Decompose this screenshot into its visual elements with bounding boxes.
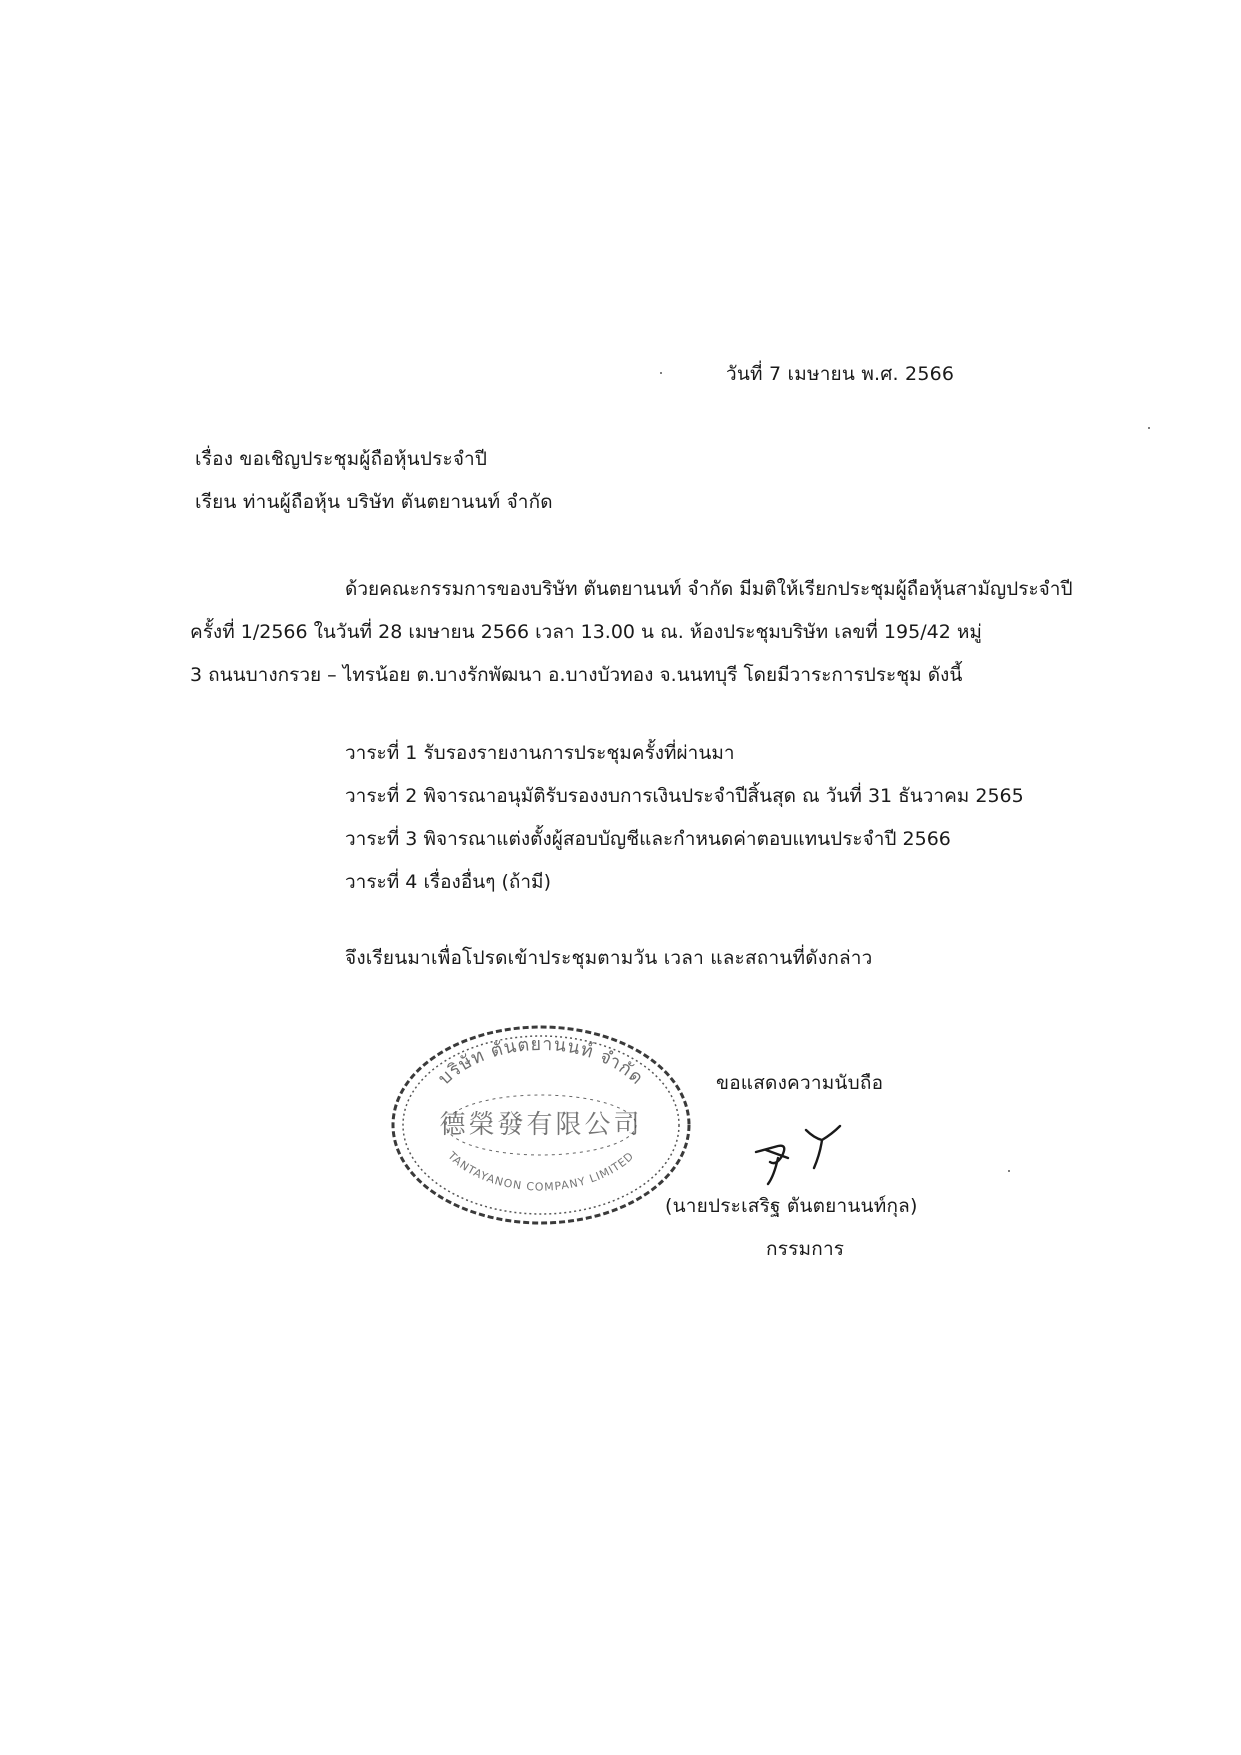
- letter-regards: ขอแสดงความนับถือ: [716, 1072, 884, 1094]
- signer-name: (นายประเสริฐ ตันตยานนท์กุล): [665, 1195, 918, 1217]
- agenda-item: วาระที่ 1 รับรองรายงานการประชุมครั้งที่ผ่านมา: [345, 742, 735, 764]
- body-line: ด้วยคณะกรรมการของบริษัท ตันตยานนท์ จำกัด มีมติให้เรียกประชุมผู้ถือหุ้นสามัญประจำปี: [345, 578, 1073, 600]
- letter-recipient: เรียน ท่านผู้ถือหุ้น บริษัท ตันตยานนท์ จำกัด: [195, 491, 553, 513]
- seal-bottom-text: TANTAYANON COMPANY LIMITED: [445, 1149, 637, 1194]
- svg-text:บริษัท ตันตยานนท์ จำกัด: [434, 1034, 648, 1089]
- body-line: ครั้งที่ 1/2566 ในวันที่ 28 เมษายน 2566 เวลา 13.00 น ณ. ห้องประชุมบริษัท เลขที่ 195/42 หมู่: [190, 621, 982, 643]
- letter-date: วันที่ 7 เมษายน พ.ศ. 2566: [726, 363, 955, 385]
- agenda-item: วาระที่ 4 เรื่องอื่นๆ (ถ้ามี): [345, 871, 551, 893]
- seal-top-text: บริษัท ตันตยานนท์ จำกัด: [434, 1033, 648, 1090]
- signer-title: กรรมการ: [766, 1238, 845, 1260]
- company-seal-stamp: [386, 1020, 696, 1230]
- scan-speck: [660, 372, 662, 374]
- letter-subject: เรื่อง ขอเชิญประชุมผู้ถือหุ้นประจำปี: [195, 448, 488, 470]
- seal-center-text: 德榮發有限公司: [439, 1110, 643, 1140]
- scan-speck: [1148, 427, 1150, 429]
- scan-speck: [1008, 1170, 1010, 1172]
- letter-body: [190, 568, 1130, 697]
- handwritten-signature: [748, 1118, 868, 1188]
- body-line: 3 ถนนบางกรวย – ไทรน้อย ต.บางรักพัฒนา อ.บางบัวทอง จ.นนทบุรี โดยมีวาระการประชุม ดังนี้: [190, 664, 963, 686]
- agenda-item: วาระที่ 3 พิจารณาแต่งตั้งผู้สอบบัญชีและกำหนดค่าตอบแทนประจำปี 2566: [345, 828, 951, 850]
- agenda-list: [345, 732, 1024, 904]
- agenda-item: วาระที่ 2 พิจารณาอนุมัติรับรองงบการเงินประจำปีสิ้นสุด ณ วันที่ 31 ธันวาคม 2565: [345, 785, 1024, 807]
- letter-closing: จึงเรียนมาเพื่อโปรดเข้าประชุมตามวัน เวลา และสถานที่ดังกล่าว: [345, 947, 873, 969]
